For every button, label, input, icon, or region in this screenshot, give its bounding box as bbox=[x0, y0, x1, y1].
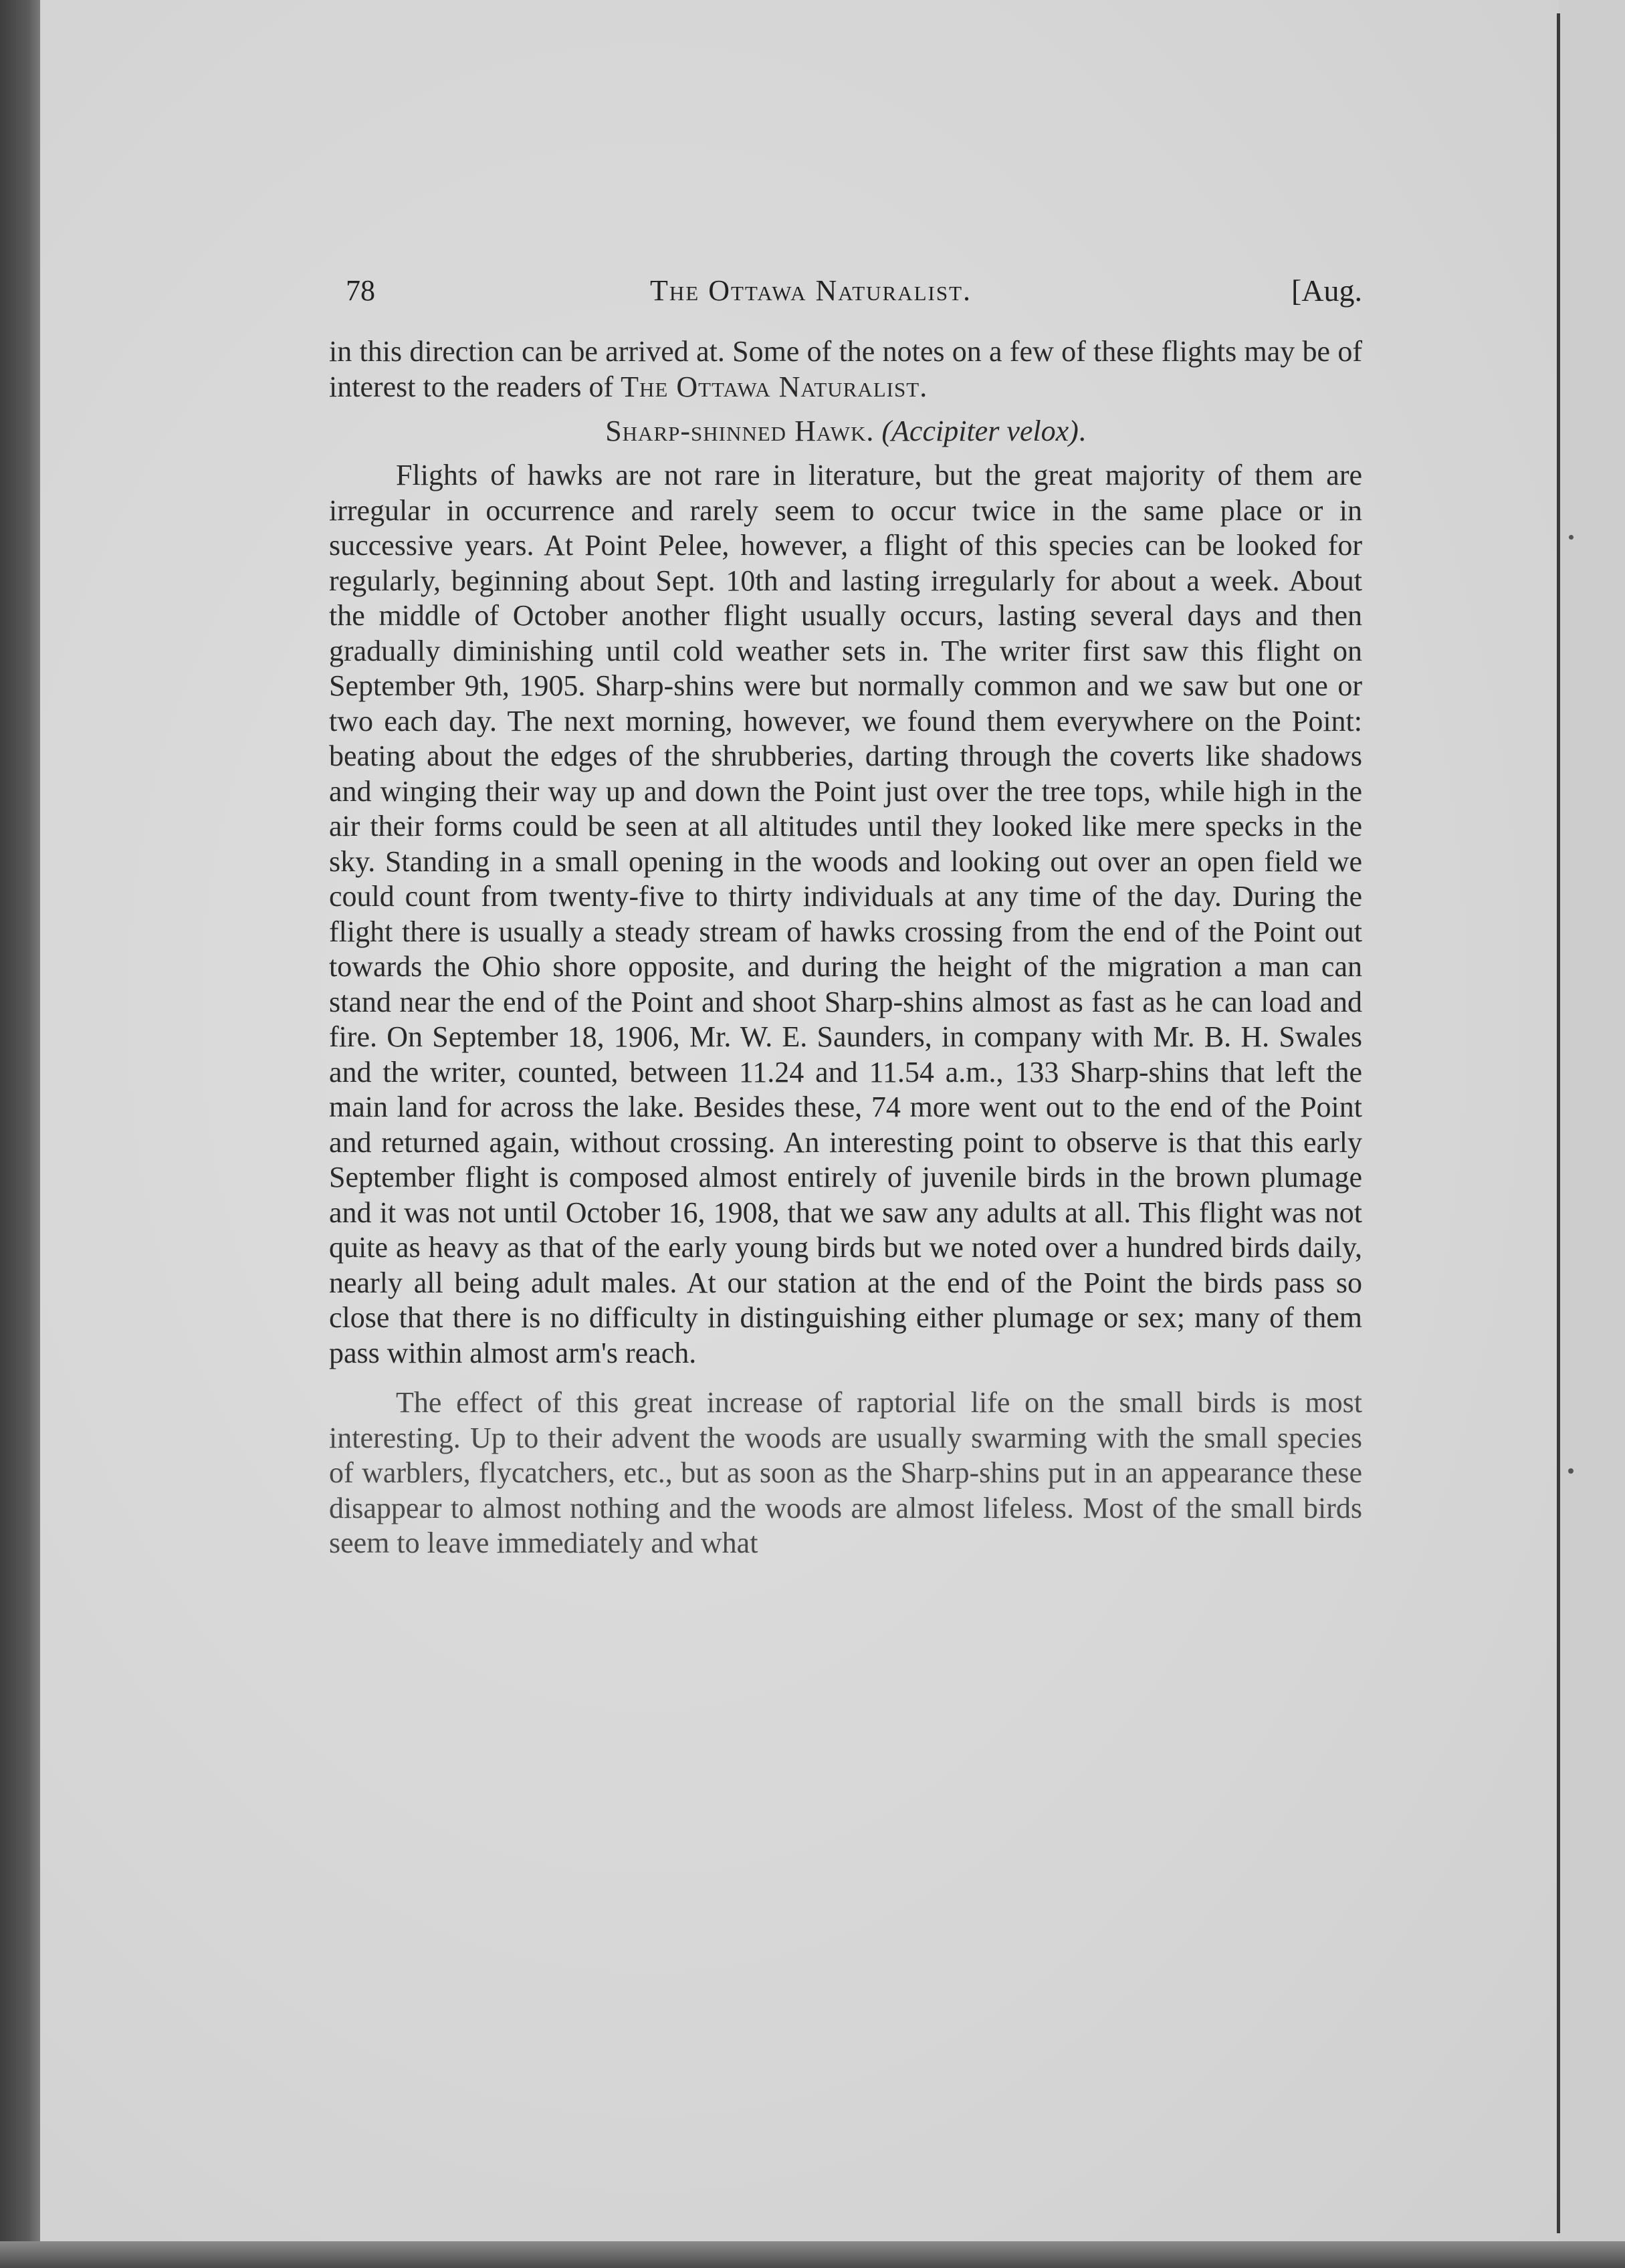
page-gutter-line bbox=[1557, 13, 1560, 2233]
article-body bbox=[329, 334, 1362, 1561]
intro-text: in this direction can be arrived at. Some of the notes on a few of these flights may be of interest to the readers of bbox=[329, 335, 1362, 403]
adjacent-page-edge bbox=[1558, 0, 1625, 2241]
section-heading bbox=[329, 413, 1362, 450]
running-date: [Aug. bbox=[1291, 273, 1362, 308]
running-title: The Ottawa Naturalist. bbox=[650, 274, 972, 307]
body-paragraph: Flights of hawks are not rare in literature, but the great majority of them are irregular in occurrence and rarely seem to occur twice in the same place or in successive years. At Point Pelee, however, a flight of this species can be looked for regularly, beginning about Sept. 10th and lasting irregularly for about a week. About the middle of October another flight usually occurs, lasting several days and then gradually diminishing until cold weather sets in. The writer first saw this flight on September 9th, 1905. Sharp-shins were but normally common and we saw but one or two each day. The next morning, however, we found them everywhere on the Point: beating about the edges of the shrubberies, darting through the coverts like shadows and winging their way up and down the Point just over the tree tops, while high in the air their forms could be seen at all altitudes until they looked like mere specks in the sky. Standing in a small opening in the woods and looking out over an open field we could count from twenty-five to thirty individuals at any time of the day. During the flight there is usually a steady stream of hawks crossing from the end of the Point out towards the Ohio shore opposite, and during the height of the migration a man can stand near the end of the Point and shoot Sharp-shins almost as fast as he can load and fire. On September 18, 1906, Mr. W. E. Saunders, in company with Mr. B. H. Swales and the writer, counted, between 11.24 and 11.54 a.m., 133 Sharp-shins that left the main land for across the lake. Besides these, 74 more went out to the end of the Point and returned again, without crossing. An interesting point to observe is that this early September flight is composed almost entirely of juvenile birds in the brown plumage and it was not until October 16, 1908, that we saw any adults at all. This flight was not quite as heavy as that of the early young birds but we noted over a hundred birds daily, nearly all being adult males. At our station at the end of the Point the birds pass so close that there is no difficulty in distinguishing either plumage or sex; many of them pass within almost arm's reach. bbox=[329, 459, 1362, 1369]
species-latin-name: (Accipiter velox) bbox=[881, 415, 1079, 447]
intro-paragraph bbox=[329, 334, 1362, 405]
intro-end: . bbox=[919, 370, 928, 403]
species-name: Sharp-shinned Hawk. bbox=[605, 415, 875, 447]
scan-border-left bbox=[0, 0, 40, 2268]
page-number: 78 bbox=[346, 274, 375, 307]
margin-speck bbox=[1568, 1468, 1574, 1474]
heading-period: . bbox=[1078, 415, 1086, 447]
body-paragraph: The effect of this great increase of raptorial life on the small birds is most interesting. Up to their advent the woods are usually swarming with the small species of warblers, flycatchers, etc., but as soon as the Sharp-shins put in an appearance these disappear to almost nothing and the woods are almost lifeless. Most of the small birds seem to leave immediately and what bbox=[329, 1386, 1362, 1559]
running-header bbox=[346, 267, 1362, 314]
scan-border-bottom bbox=[0, 2241, 1625, 2268]
journal-name: The Ottawa Naturalist bbox=[621, 370, 920, 403]
margin-speck bbox=[1569, 535, 1574, 540]
